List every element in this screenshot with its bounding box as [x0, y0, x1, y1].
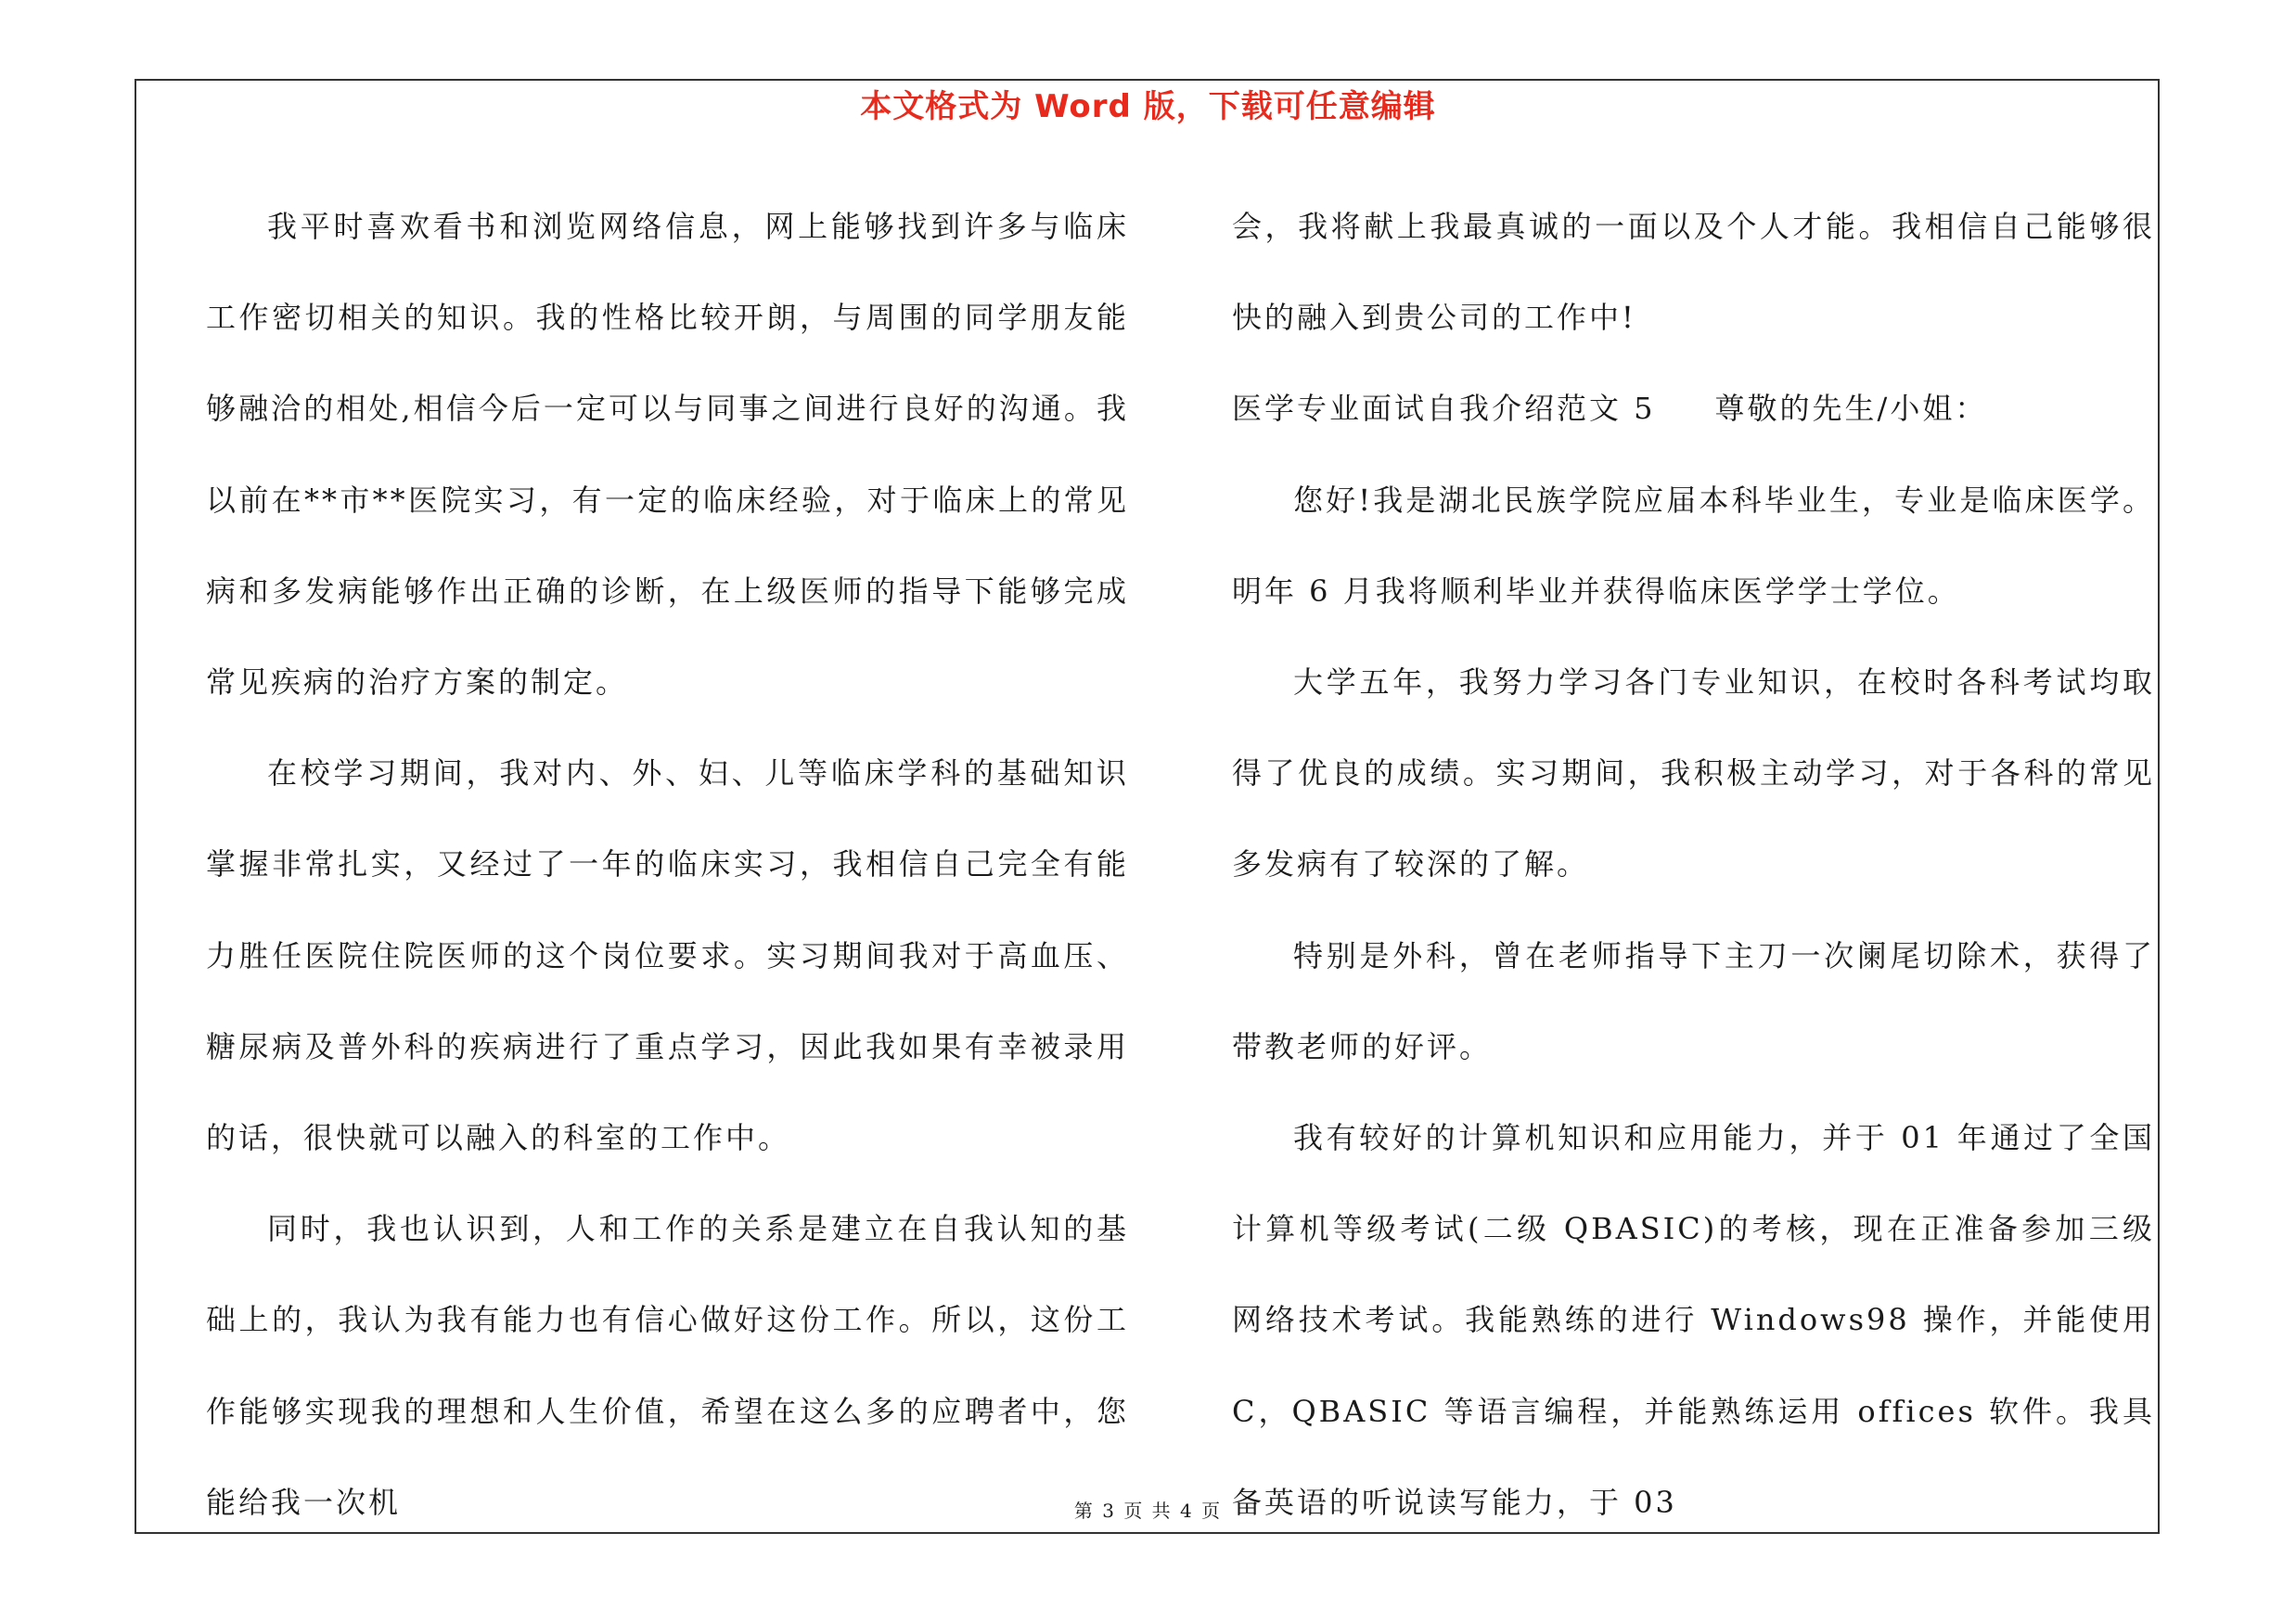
paragraph: 我平时喜欢看书和浏览网络信息，网上能够找到许多与临床工作密切相关的知识。我的性格比较开朗，与周围的同学朋友能够融洽的相处,相信今后一定可以与同事之间进行良好的沟通。我以前在**市**医院实习，有一定的临床经验，对于临床上的常见病和多发病能够作出正确的诊断，在上级医师的指导下能够完成常见疾病的治疗方案的制定。 — [206, 209, 1129, 701]
right-column — [1232, 181, 2155, 1548]
continuation-paragraph: 会，我将献上我最真诚的一面以及个人才能。我相信自己能够很快的融入到贵公司的工作中! — [1232, 209, 2155, 336]
section-title: 医学专业面试自我介绍范文 5 — [1232, 391, 1656, 427]
page-number: 第 3 页 共 4 页 — [1073, 1500, 1223, 1522]
paragraph: 在校学习期间，我对内、外、妇、儿等临床学科的基础知识掌握非常扎实，又经过了一年的临床实习，我相信自己完全有能力胜任医院住院医师的这个岗位要求。实习期间我对于高血压、糖尿病及普外科的疾病进行了重点学习，因此我如果有幸被录用的话，很快就可以融入的科室的工作中。 — [206, 755, 1129, 1156]
salutation: 尊敬的先生/小姐： — [1714, 391, 1988, 427]
word-format-banner: 本文格式为 Word 版，下载可任意编辑 — [860, 88, 1436, 125]
paragraph: 您好!我是湖北民族学院应届本科毕业生，专业是临床医学。明年 6 月我将顺利毕业并获得临床医学学士学位。 — [1232, 482, 2155, 609]
section-heading-line — [1232, 363, 2155, 454]
paragraph: 同时，我也认识到，人和工作的关系是建立在自我认知的基础上的，我认为我有能力也有信心做好这份工作。所以，这份工作能够实现我的理想和人生价值，希望在这么多的应聘者中，您能给我一次机 — [206, 1211, 1129, 1520]
paragraph: 特别是外科，曾在老师指导下主刀一次阑尾切除术，获得了带教老师的好评。 — [1232, 937, 2155, 1064]
paragraph: 我有较好的计算机知识和应用能力，并于 01 年通过了全国计算机等级考试(二级 QBASIC)的考核，现在正准备参加三级网络技术考试。我能熟练的进行 Windows98 操作，并能使用 C，QBASIC 等语言编程，并能熟练运用 offices 软件。我具备英语的听说读写能力，于 03 — [1232, 1120, 2155, 1520]
left-column — [206, 181, 1129, 1548]
paragraph: 大学五年，我努力学习各门专业知识，在校时各科考试均取得了优良的成绩。实习期间，我积极主动学习，对于各科的常见多发病有了较深的了解。 — [1232, 664, 2155, 882]
